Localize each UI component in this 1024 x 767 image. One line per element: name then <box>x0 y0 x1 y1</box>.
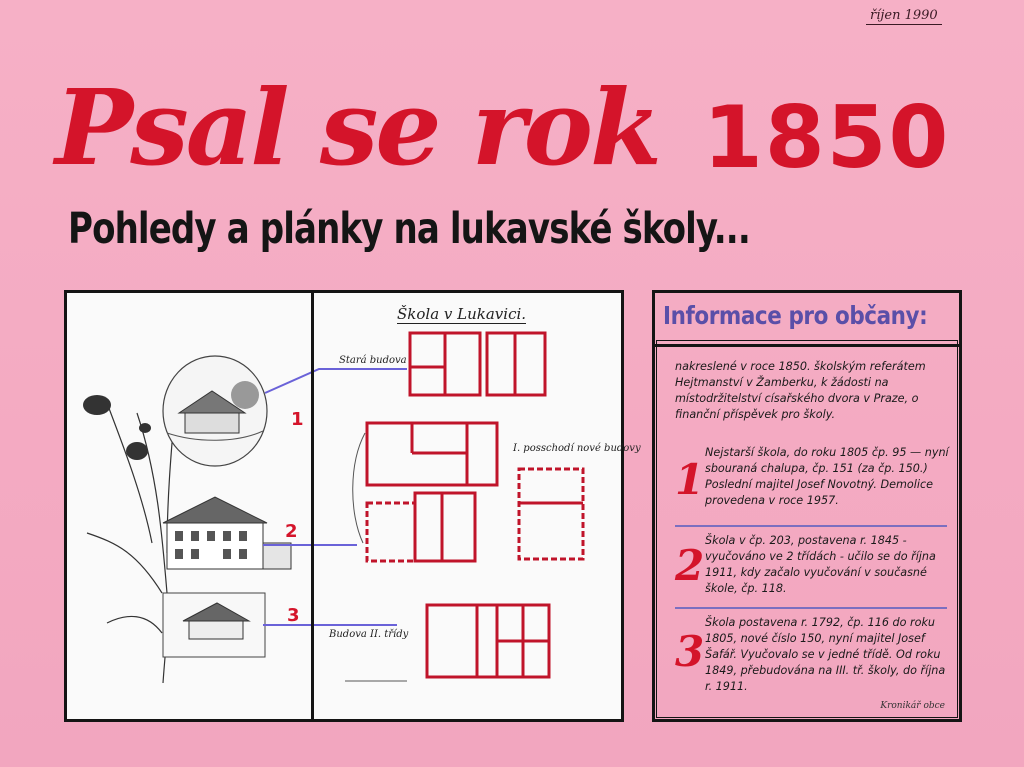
info-separator-1 <box>675 525 947 527</box>
info-separator-2 <box>675 607 947 609</box>
chronicler-signature: Kronikář obce <box>880 701 945 711</box>
marker-2: 2 <box>285 521 298 542</box>
connector-lines <box>263 369 407 625</box>
label-old-building: Stará budova <box>339 355 407 366</box>
house-1-vignette <box>163 356 267 466</box>
info-heading: Informace pro občany: <box>663 301 928 330</box>
title-script: Psal se rok <box>55 66 659 189</box>
marker-1: 1 <box>291 409 304 430</box>
info-item-2-text: Škola v čp. 203, postavena r. 1845 - vyučováno ve 2 třídách - učilo se do října 1911, kdy začalo vyučování v současné škole, čp. 118. <box>705 534 936 595</box>
info-item-2 <box>675 533 955 605</box>
info-item-1 <box>675 445 955 517</box>
label-second-building: Budova II. třídy <box>329 629 409 640</box>
label-new-building: I. posschodí nové budovy <box>513 443 641 454</box>
house-3-vignette <box>163 593 265 657</box>
info-panel <box>652 290 962 722</box>
title-year: 1850 <box>703 88 951 188</box>
poppy-flowers <box>83 395 151 460</box>
plans-title: Škola v Lukavici. <box>397 305 527 323</box>
date-label: říjen 1990 <box>866 8 942 25</box>
panel-divider <box>311 293 314 719</box>
info-item-3 <box>675 615 955 699</box>
info-item-3-text: Škola postavena r. 1792, čp. 116 do roku 1805, nové číslo 150, nyní majitel Josef Šafář. Vyučovalo se v jedné třídě. Od roku 1849, přebudována na III. tř. školy, do října r. 1911. <box>705 616 946 693</box>
poster-subtitle: Pohledy a plánky na lukavské školy... <box>68 204 750 254</box>
plans-panel <box>64 290 641 722</box>
info-item-1-text: Nejstarší škola, do roku 1805 čp. 95 — nyní sbouraná chalupa, čp. 151 (za čp. 150.) Poslední majitel Josef Novotný. Demolice provedena v roce 1957. <box>705 446 949 507</box>
info-heading-box <box>655 293 959 347</box>
house-2-vignette <box>163 497 291 569</box>
floor-plans <box>367 333 583 677</box>
info-item-1-number: 1 <box>675 455 705 504</box>
poster-title <box>55 58 975 198</box>
info-item-2-number: 2 <box>675 541 705 590</box>
marker-3: 3 <box>287 605 300 626</box>
info-item-3-number: 3 <box>675 627 705 676</box>
info-intro: nakreslené v roce 1850. školským referátem Hejtmanství v Žamberku, k žádosti na místodržitelství císařského dvora v Praze, o finanční příspěvek pro školy. <box>675 360 926 421</box>
